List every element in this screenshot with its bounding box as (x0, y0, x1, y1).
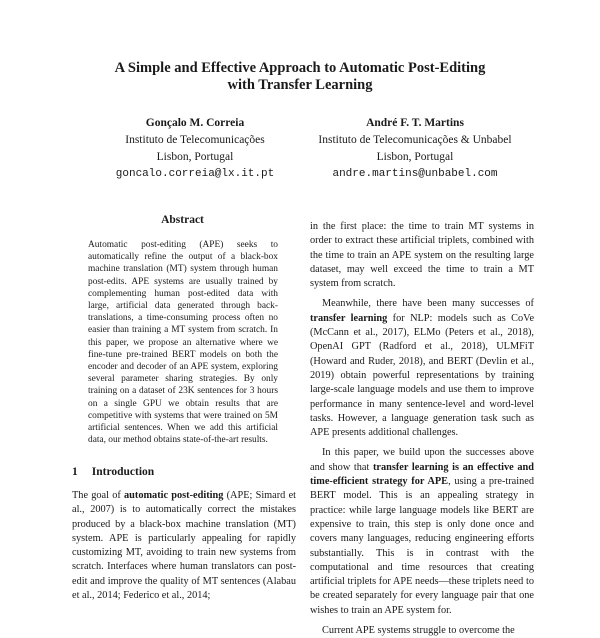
text-run: (APE; Simard et al., 2007) is to automatically correct the mistakes produced by a black-box machine translation (MT) system. APE is particularly appealing for rapidly customizing MT, avoiding to train new systems from scratch. Interfaces where human translators can post-edit and improve the quality of MT sentences (Alabau et al., 2014; Federico et al., 2014; (72, 490, 296, 602)
paragraph-current-systems: Current APE systems struggle to overcome the (322, 625, 515, 637)
bold-term: transfer learning is an effective and time-efficient strategy for APE (310, 461, 534, 488)
text-run: The goal of (72, 490, 125, 501)
author-email: andre.martins@unbabel.com (332, 168, 498, 180)
author-affiliation: Instituto de Telecomunicações (125, 134, 265, 146)
author-name: Gonçalo M. Correia (145, 117, 245, 129)
text-run: Meanwhile, there have been many successes of (322, 298, 534, 310)
author-name: André F. T. Martins (366, 117, 464, 129)
paper-title (0, 60, 600, 94)
author-location: Lisbon, Portugal (376, 151, 454, 163)
left-column-body (72, 489, 296, 603)
section-title: Introduction (91, 466, 155, 478)
paragraph-contribution (310, 446, 534, 618)
intro-paragraph-1 (72, 489, 296, 603)
author-block-martins (290, 115, 540, 183)
text-run: , using a pre-trained BERT model. This is an appealing strategy in practice: while large language models like BERT are expensive to train, this step is only done once and covers many languages, reducing engineering efforts substantially. This is in contrast with the computational and time resources that creating artificial triplets for APE needs—these triplets need to be created separately for every language pair that one wishes to train an APE system for. (310, 476, 534, 616)
paragraph-continuation: in the first place: the time to train MT systems in order to extract these artificial triplets, combined with the time to train an APE system on the resulting large dataset, may well exceed the time to train a MT system from scratch. (310, 221, 534, 290)
paper-title-line-1: A Simple and Effective Approach to Automatic Post-Editing (114, 60, 486, 76)
author-email: goncalo.correia@lx.it.pt (115, 168, 275, 180)
author-block-correia (70, 115, 320, 183)
paper-title-line-2: with Transfer Learning (227, 77, 373, 93)
paragraph-transfer-learning (310, 297, 534, 440)
right-column-body (310, 220, 534, 638)
abstract-body: Automatic post-editing (APE) seeks to automatically refine the output of a black-box machine translation (MT) system through human post-edits. APE systems are usually trained by complementing human post-edited data with large, artificial data generated through back-translations, a time-consuming process often no easier than training a MT system from scratch. In this paper, we propose an alternative where we fine-tune pre-trained BERT models on both the encoder and decoder of an APE system, exploring several parameter sharing strategies. By only training on a dataset of 23K sentences for 3 hours on a single GPU we obtain results that are competitive with systems that were trained on 5M artificial sentences. When we add this artificial data, our method obtains state-of-the-art results. (88, 240, 278, 446)
section-heading-introduction (72, 466, 154, 478)
author-affiliation: Instituto de Telecomunicações & Unbabel (318, 134, 512, 146)
abstract-heading: Abstract (161, 214, 204, 226)
text-run: for NLP: models such as CoVe (McCann et al., 2017), ELMo (Peters et al., 2018), OpenAI GPT (Radford et al., 2018), ULMFiT (Howard and Ruder, 2018), and BERT (Devlin et al., 2019) obtain powerful representations by training large-scale language models and use them to improve performance in many sentence-level and word-level tasks. However, a language generation task such as APE presents additional challenges. (310, 312, 535, 439)
text-run: In this paper, we build upon the successes above and show that (310, 447, 534, 473)
author-location: Lisbon, Portugal (156, 151, 234, 163)
bold-term: automatic post-editing (124, 490, 224, 501)
section-number: 1 (72, 466, 78, 478)
bold-term: transfer learning (310, 312, 388, 324)
